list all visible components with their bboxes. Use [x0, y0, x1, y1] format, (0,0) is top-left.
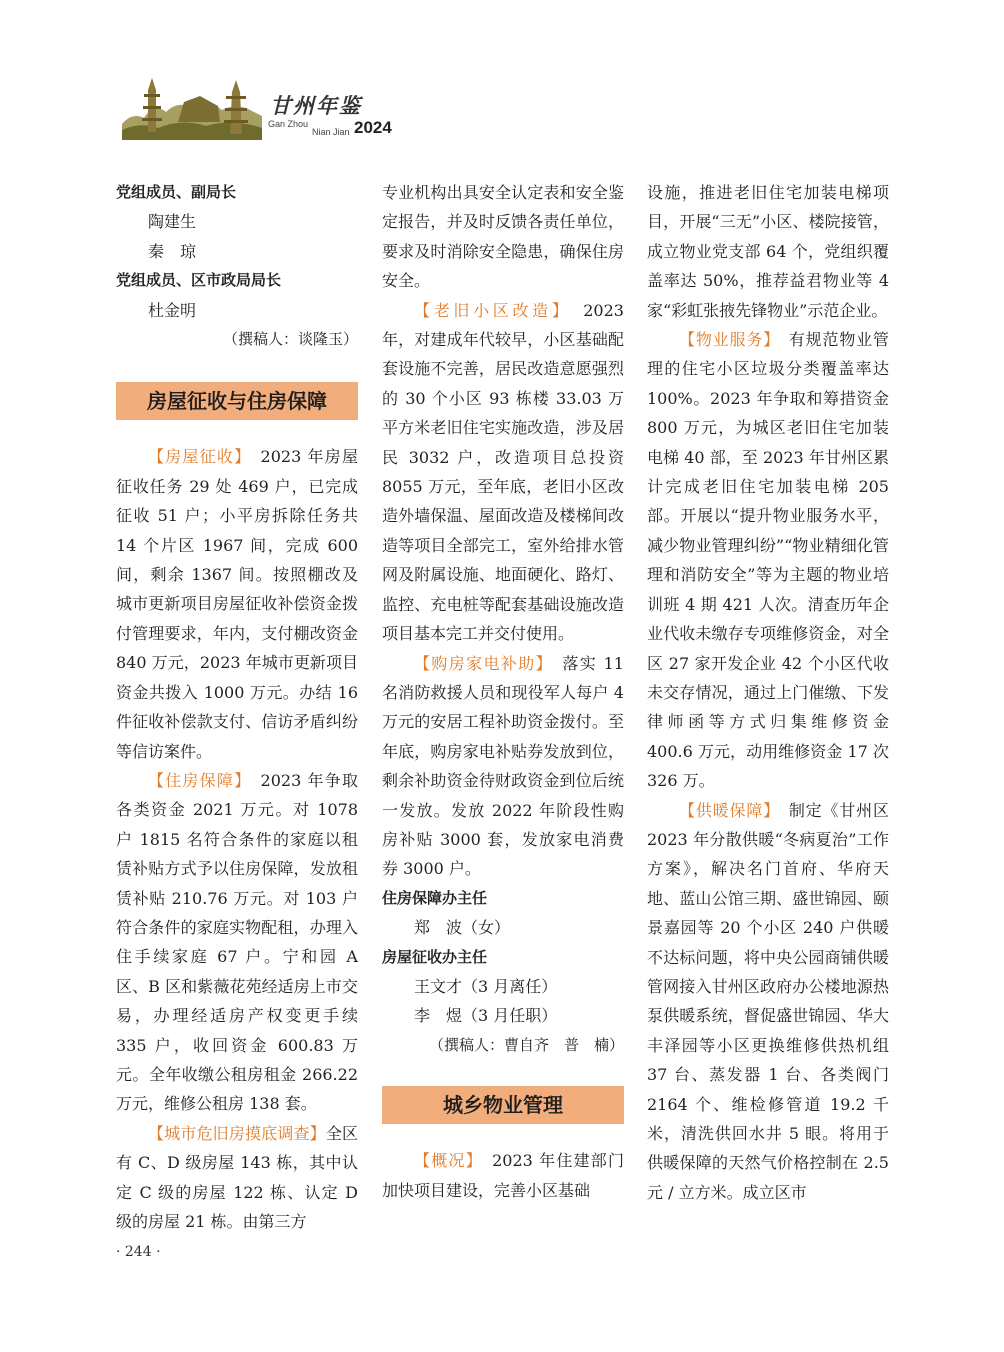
staff-name: 李 煜（3 月任职） [414, 1006, 558, 1026]
column-left [116, 178, 358, 1236]
body-paragraph [382, 649, 624, 884]
paragraph-tag: 【购房家电补助】 [414, 653, 546, 673]
staff-name: 郑 波（女） [414, 918, 511, 938]
paragraph-text: 全区有 C、D 级房屋 143 栋，其中认定 C 级的房屋 122 栋、认定 D 级的房屋 21 栋。由第三方 [116, 1123, 358, 1231]
column-right [647, 178, 889, 1207]
staff-role-label: 党组成员、副局长 [116, 183, 237, 201]
staff-name: 陶建生 [148, 212, 197, 232]
body-paragraph [116, 766, 358, 1119]
staff-role-label: 住房保障办主任 [382, 888, 488, 907]
page-number: · 244 · [116, 1244, 161, 1260]
column-middle [382, 178, 624, 1205]
paragraph-tag: 【住房保障】 [148, 770, 244, 790]
body-paragraph [647, 796, 889, 1208]
paragraph-text: 2023 年房屋征收任务 29 处 469 户，已完成征收 51 户；小平房拆除任务共 14 个片区 1967 间，完成 600 间，剩余 1367 间。按照棚改及城市更新项目房屋征收补偿资金拨付管理要求，年内，支付棚改资金 840 万元，2023 年城市更新项目资金共拨入 1000 万元。办结 16 件征收补偿款支付、信访矛盾纠纷等信访案件。 [116, 447, 358, 761]
paragraph-tag: 【物业服务】 [679, 330, 772, 350]
author-credit: （撰稿人：谈隆玉） [222, 330, 358, 349]
section-heading: 房屋征收与住房保障 [116, 382, 358, 420]
paragraph-text: 制定《甘州区 2023 年分散供暖“冬病夏治”工作方案》，解决名门首府、华府天地、蓝山公馆三期、盛世锦园、颐景嘉园等 20 个小区 240 户供暖不达标问题，将中央公园商铺供暖管网接入甘州区政府办公楼地源热泵供暖系统，督促盛世锦园、华大丰泽园等小区更换维修供热机组 37 台、蒸发器 1 台、各类阀门 2164 个、维检修管道 19.2 千米，清洗供回水井 5 眼。将用于供暖保障的天然气价格控制在 2.5 元 / 立方米。成立区市 [647, 800, 889, 1202]
paragraph-tag: 【房屋征收】 [148, 447, 244, 467]
body-paragraph [382, 1146, 624, 1205]
paragraph-tag: 【老旧小区改造】 [414, 300, 564, 320]
paragraph-text: 2023 年，对建成年代较早，小区基础配套设施不完善，居民改造意愿强烈的 30 个小区 93 栋楼 33.03 万平方米老旧住宅实施改造，涉及居民 3032 户，改造项目总投资 8055 万元，至年底，老旧小区改造外墙保温、屋面改造及楼梯间改造等项目全部完工，室外给排水管网及附属设施、地面硬化、路灯、监控、充电桩等配套基础设施改造项目基本完工并交付使用。 [382, 300, 624, 644]
staff-role-label: 党组成员、区市政局局长 [116, 271, 282, 290]
body-paragraph: 设施，推进老旧住宅加装电梯项目，开展“三无”小区、楼院接管，成立物业党支部 64 个，党组织覆盖率达 50%，推荐益君物业等 4 家“彩虹张掖先锋物业”示范企业。 [647, 183, 889, 320]
body-paragraph [116, 442, 358, 765]
author-credit: （撰稿人：曹自齐 普 楠） [428, 1035, 624, 1054]
yearbook-pinyin-2: Nian Jian [312, 127, 350, 137]
paragraph-tag: 【概况】 [414, 1151, 475, 1171]
paragraph-tag: 【城市危旧房摸底调查】 [148, 1123, 326, 1143]
paragraph-tag: 【供暖保障】 [679, 800, 772, 820]
yearbook-year: 2024 [354, 118, 392, 137]
body-paragraph: 专业机构出具安全认定表和安全鉴定报告，并及时反馈各责任单位，要求及时消除安全隐患，确保住房安全。 [382, 183, 624, 291]
yearbook-title: 甘州年鉴 [270, 93, 362, 118]
staff-name: 秦 琼 [148, 241, 197, 261]
staff-name: 杜金明 [148, 300, 197, 320]
body-paragraph [647, 325, 889, 796]
paragraph-text: 2023 年住建部门加快项目建设，完善小区基础 [382, 1151, 624, 1200]
body-paragraph [116, 1119, 358, 1237]
yearbook-header [122, 72, 422, 142]
staff-name: 王文才（3 月离任） [414, 976, 558, 996]
staff-role-label: 房屋征收办主任 [382, 947, 488, 966]
paragraph-text: 2023 年争取各类资金 2021 万元。对 1078 户 1815 名符合条件的家庭以租赁补贴方式予以住房保障，发放租赁补贴 210.76 万元。对 103 户符合条件的家庭实物配租，办理入住手续家庭 67 户。宁和园 A 区、B 区和紫薇花苑经适房上市交易，办理经适房产权变更手续 335 户，收回资金 600.83 万元。全年收缴公租房租金 266.22 万元，维修公租房 138 套。 [116, 770, 358, 1114]
body-paragraph [382, 296, 624, 649]
yearbook-pinyin-1: Gan Zhou [268, 119, 309, 129]
paragraph-text: 有规范物业管理的住宅小区垃圾分类覆盖率达 100%。2023 年争取和筹措资金 800 万元，为城区老旧住宅加装电梯 40 部，至 2023 年甘州区累计完成老旧住宅加装电梯 205 部。开展以“提升物业服务水平，减少物业管理纠纷”“物业精细化管理和消防安全”等为主题的物业培训班 4 期 421 人次。清查历年企业代收未缴存专项维修资金，对全区 27 家开发企业 42 个小区代收未交存情况，通过上门催缴、下发律师函等方式归集维修资金 400.6 万元，动用维修资金 17 次 326 万。 [647, 330, 889, 791]
paragraph-text: 落实 11 名消防救援人员和现役军人每户 4 万元的安居工程补助资金拨付。至年底，购房家电补贴券发放到位，剩余补助资金待财政资金到位后统一发放。发放 2022 年阶段性购房补贴 3000 套，发放家电消费券 3000 户。 [382, 653, 624, 879]
pagoda-landscape-icon [122, 72, 262, 142]
section-heading: 城乡物业管理 [382, 1086, 624, 1124]
